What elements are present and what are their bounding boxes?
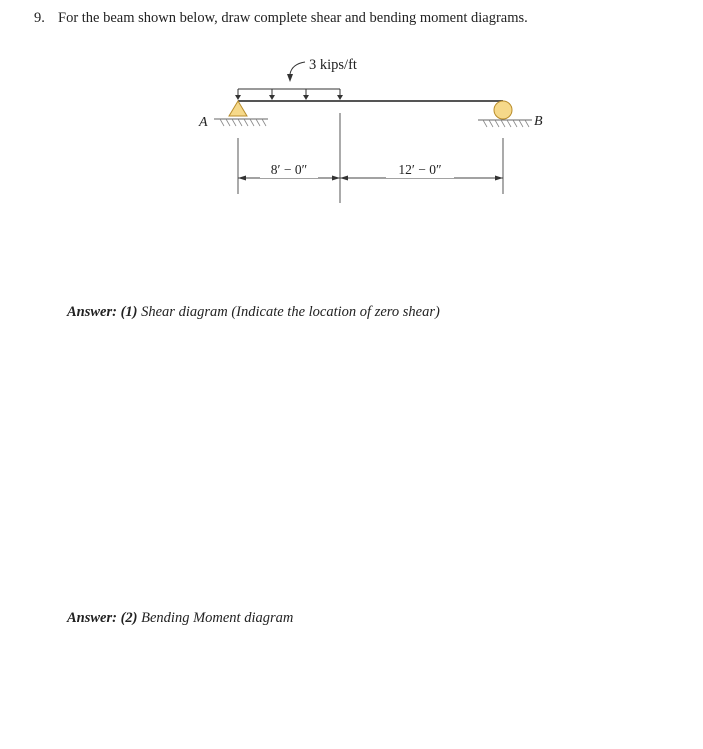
question-text: For the beam shown below, draw complete shear and bending moment diagrams. [58,10,528,26]
answer-moment-text: Bending Moment diagram [141,610,294,626]
ground-b-hatch [483,120,529,127]
answer-shear-prefix: Answer: (1) [67,304,138,320]
dimension-2-label: 12′ − 0″ [398,162,442,177]
dimension-1 [238,160,340,181]
question-number: 9. [34,10,45,26]
answer-shear [67,304,440,321]
dimension-1-label: 8′ − 0″ [270,162,308,177]
load-leader [290,62,305,74]
dimension-2 [340,160,503,181]
ground-a-hatch [220,119,266,126]
support-b-label: B [534,114,543,129]
roller-support-b [494,101,512,119]
pin-support-a [229,101,247,116]
extension-lines [238,113,503,203]
support-a-label: A [199,115,208,130]
load-leader-arrowhead [287,74,293,82]
answer-moment [67,610,293,627]
answer-moment-prefix: Answer: (2) [67,610,138,626]
answer-shear-text: Shear diagram (Indicate the location of zero shear) [141,304,440,320]
load-label: 3 kips/ft [309,57,357,73]
distributed-load [235,89,343,100]
